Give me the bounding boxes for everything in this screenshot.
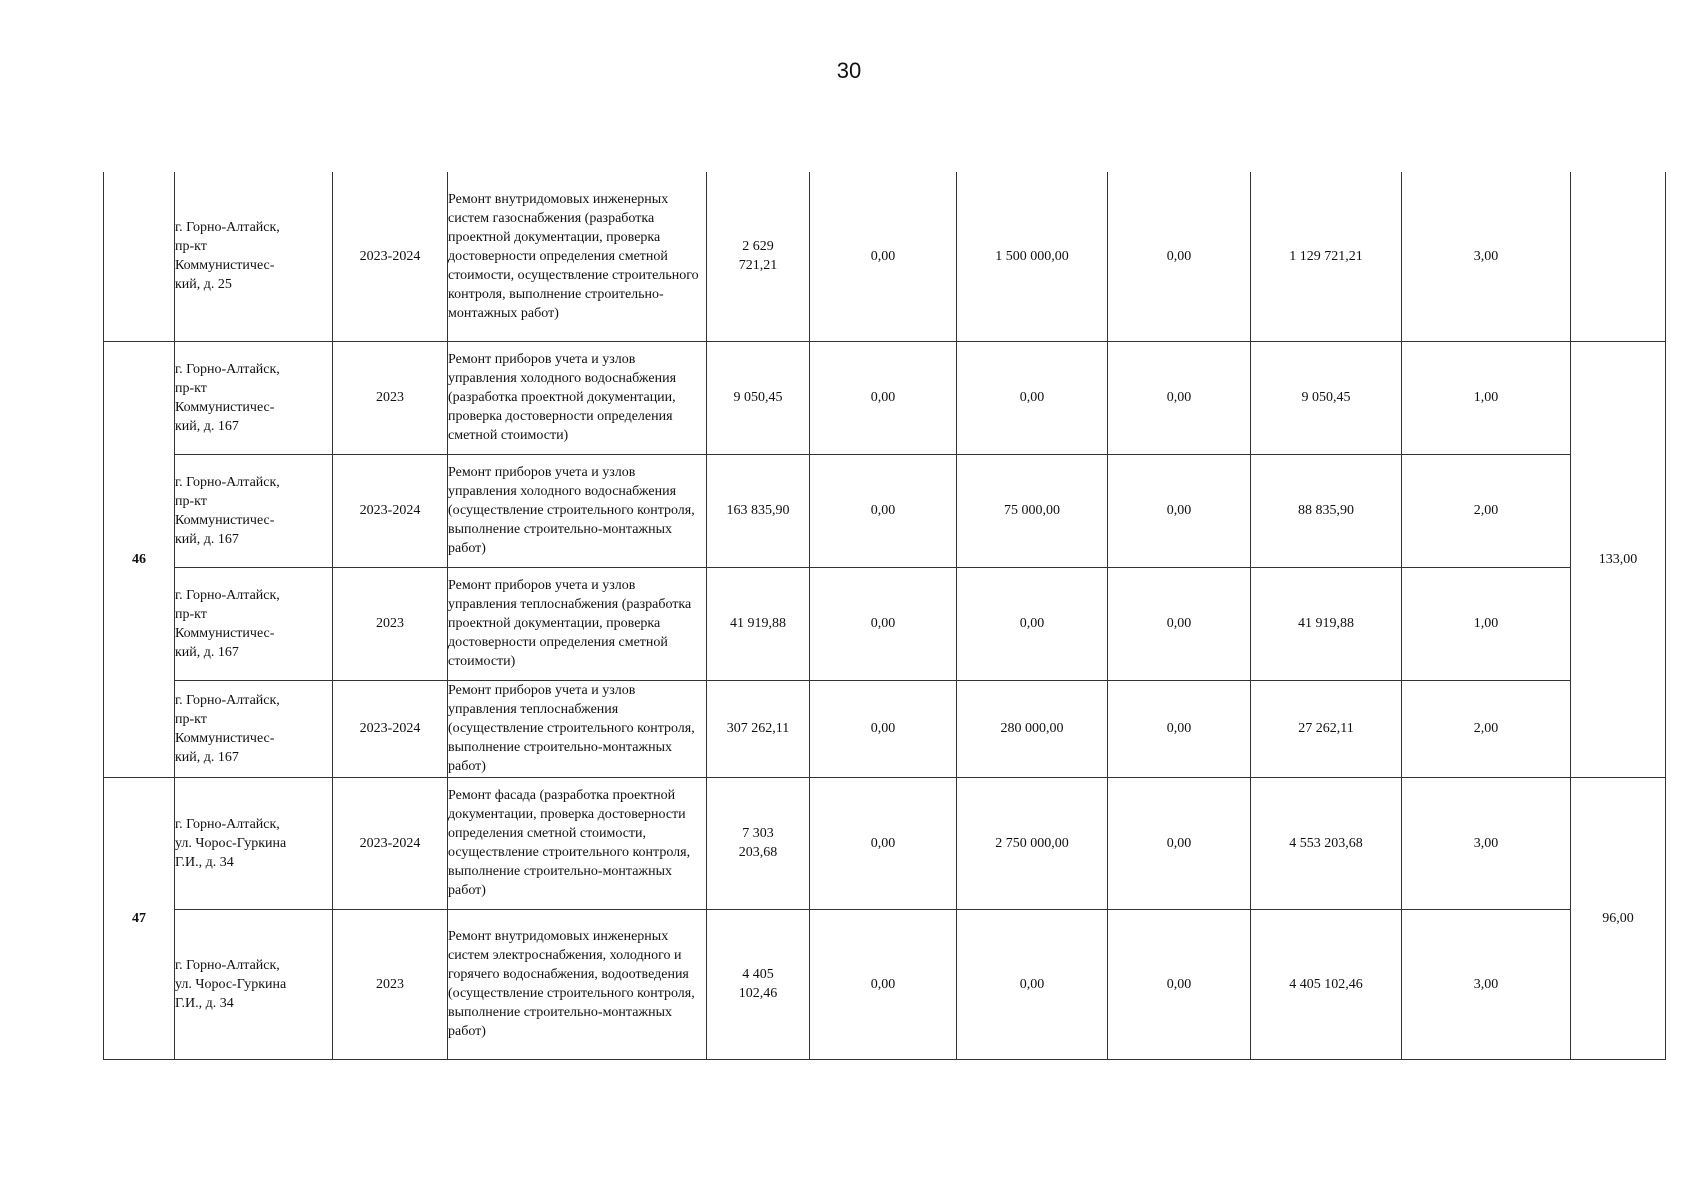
cost-cell-4: 4 405 102,46: [1251, 909, 1402, 1059]
address-cell: г. Горно-Алтайск, пр-кт Коммунистичес- кий, д. 25: [175, 172, 333, 341]
cost-cell-1: 0,00: [810, 341, 957, 454]
period-cell: 2023-2024: [333, 454, 448, 567]
cost-cell-2: 280 000,00: [957, 680, 1108, 777]
group-value-cell: 133,00: [1571, 341, 1666, 777]
group-number-cell: 46: [104, 341, 175, 777]
cost-cell-5: 2,00: [1402, 454, 1571, 567]
address-cell: г. Горно-Алтайск, ул. Чорос-Гуркина Г.И., д. 34: [175, 777, 333, 909]
page-number: 30: [836, 58, 862, 83]
table-row: [104, 341, 1666, 454]
cost-cell-5: 2,00: [1402, 680, 1571, 777]
cost-cell-4: 88 835,90: [1251, 454, 1402, 567]
address-cell: г. Горно-Алтайск, пр-кт Коммунистичес- кий, д. 167: [175, 680, 333, 777]
cost-cell-5: 3,00: [1402, 172, 1571, 341]
cost-cell-5: 3,00: [1402, 909, 1571, 1059]
cost-cell-1: 0,00: [810, 567, 957, 680]
cost-cell-2: 0,00: [957, 909, 1108, 1059]
cost-cell-3: 0,00: [1108, 777, 1251, 909]
total-cost-cell: 307 262,11: [707, 680, 810, 777]
cost-cell-2: 2 750 000,00: [957, 777, 1108, 909]
period-cell: 2023: [333, 909, 448, 1059]
period-cell: 2023-2024: [333, 172, 448, 341]
address-cell: г. Горно-Алтайск, ул. Чорос-Гуркина Г.И., д. 34: [175, 909, 333, 1059]
group-value-cell: [1571, 172, 1666, 341]
cost-cell-2: 0,00: [957, 567, 1108, 680]
cost-cell-3: 0,00: [1108, 680, 1251, 777]
period-cell: 2023: [333, 341, 448, 454]
table-row: [104, 454, 1666, 567]
cost-cell-4: 1 129 721,21: [1251, 172, 1402, 341]
cost-cell-1: 0,00: [810, 909, 957, 1059]
cost-cell-5: 1,00: [1402, 341, 1571, 454]
work-description-cell: Ремонт приборов учета и узлов управления теплоснабжения (разработка проектной документации, проверка достоверности определения сметной стоимости): [448, 567, 707, 680]
work-description-cell: Ремонт внутридомовых инженерных систем газоснабжения (разработка проектной документации, проверка достоверности определения сметной стоимости, осуществление строительного контроля, выполнение строительно-монтажных работ): [448, 172, 707, 341]
cost-cell-2: 0,00: [957, 341, 1108, 454]
table-row: [104, 172, 1666, 341]
cost-cell-3: 0,00: [1108, 454, 1251, 567]
total-cost-cell: 41 919,88: [707, 567, 810, 680]
cost-cell-3: 0,00: [1108, 341, 1251, 454]
cost-cell-4: 4 553 203,68: [1251, 777, 1402, 909]
table-row: [104, 777, 1666, 909]
period-cell: 2023-2024: [333, 777, 448, 909]
cost-cell-3: 0,00: [1108, 909, 1251, 1059]
cost-cell-2: 1 500 000,00: [957, 172, 1108, 341]
total-cost-cell: 7 303 203,68: [707, 777, 810, 909]
work-description-cell: Ремонт приборов учета и узлов управления теплоснабжения (осуществление строительного контроля, выполнение строительно-монтажных работ): [448, 680, 707, 777]
cost-cell-3: 0,00: [1108, 567, 1251, 680]
total-cost-cell: 2 629 721,21: [707, 172, 810, 341]
cost-cell-3: 0,00: [1108, 172, 1251, 341]
cost-cell-1: 0,00: [810, 172, 957, 341]
cost-cell-4: 9 050,45: [1251, 341, 1402, 454]
work-description-cell: Ремонт фасада (разработка проектной документации, проверка достоверности определения сметной стоимости, осуществление строительного контроля, выполнение строительно-монтажных работ): [448, 777, 707, 909]
total-cost-cell: 163 835,90: [707, 454, 810, 567]
cost-cell-4: 27 262,11: [1251, 680, 1402, 777]
table-row: [104, 567, 1666, 680]
address-cell: г. Горно-Алтайск, пр-кт Коммунистичес- кий, д. 167: [175, 454, 333, 567]
works-table: [103, 172, 1666, 1060]
total-cost-cell: 9 050,45: [707, 341, 810, 454]
period-cell: 2023: [333, 567, 448, 680]
period-cell: 2023-2024: [333, 680, 448, 777]
group-number-cell: 47: [104, 777, 175, 1059]
total-cost-cell: 4 405 102,46: [707, 909, 810, 1059]
table-row: [104, 909, 1666, 1059]
address-cell: г. Горно-Алтайск, пр-кт Коммунистичес- кий, д. 167: [175, 341, 333, 454]
cost-cell-1: 0,00: [810, 680, 957, 777]
address-cell: г. Горно-Алтайск, пр-кт Коммунистичес- кий, д. 167: [175, 567, 333, 680]
work-description-cell: Ремонт приборов учета и узлов управления холодного водоснабжения (осуществление строительного контроля, выполнение строительно-монтажных работ): [448, 454, 707, 567]
cost-cell-1: 0,00: [810, 777, 957, 909]
work-description-cell: Ремонт приборов учета и узлов управления холодного водоснабжения (разработка проектной документации, проверка достоверности определения сметной стоимости): [448, 341, 707, 454]
group-number-cell: [104, 172, 175, 341]
group-value-cell: 96,00: [1571, 777, 1666, 1059]
table-row: [104, 680, 1666, 777]
work-description-cell: Ремонт внутридомовых инженерных систем электроснабжения, холодного и горячего водоснабжения, водоотведения (осуществление строительного контроля, выполнение строительно-монтажных работ): [448, 909, 707, 1059]
cost-cell-4: 41 919,88: [1251, 567, 1402, 680]
cost-cell-1: 0,00: [810, 454, 957, 567]
cost-cell-5: 1,00: [1402, 567, 1571, 680]
cost-cell-2: 75 000,00: [957, 454, 1108, 567]
cost-cell-5: 3,00: [1402, 777, 1571, 909]
